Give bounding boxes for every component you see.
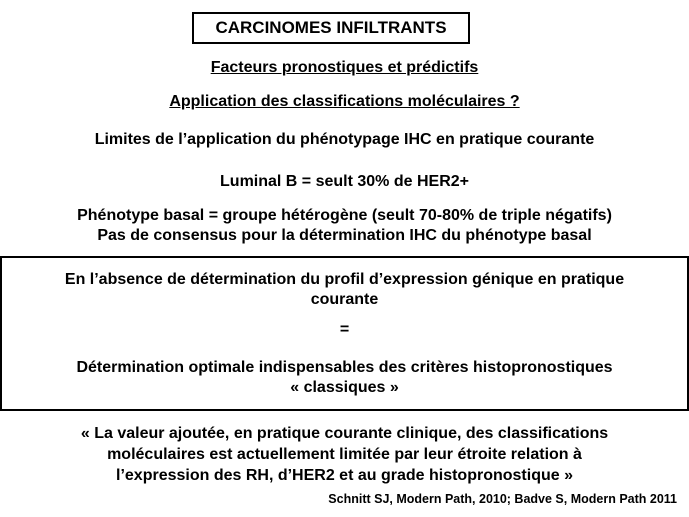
basal-phenotype-text: Phénotype basal = groupe hétérogène (seult 70-80% de triple négatifs) [77,207,612,224]
conclusion-equals: = [339,321,350,338]
conclusion-line-2: courante [310,291,379,308]
luminal-b-text: Luminal B = seult 30% de HER2+ [220,173,469,190]
limits-heading: Limites de l’application du phénotypage IHC en pratique courante [94,131,595,148]
subtitle-molecular-classifications: Application des classifications moléculaires ? [169,93,520,110]
slide-title: CARCINOMES INFILTRANTS [192,12,470,44]
quote-line-1: « La valeur ajoutée, en pratique courante clinique, des classifications [80,425,609,442]
conclusion-line-4: « classiques » [290,379,399,396]
conclusion-line-1: En l’absence de détermination du profil d’expression génique en pratique [64,271,625,288]
conclusion-box [0,256,689,411]
conclusion-line-3: Détermination optimale indispensables des critères histopronostiques [76,359,613,376]
basal-consensus-text: Pas de consensus pour la détermination IHC du phénotype basal [97,227,592,244]
reference-citation: Schnitt SJ, Modern Path, 2010; Badve S, Modern Path 2011 [328,492,677,506]
quote-line-3: l’expression des RH, d’HER2 et au grade histopronostique » [116,467,573,484]
subtitle-prognostic-factors: Facteurs pronostiques et prédictifs [210,59,479,76]
quote-line-2: moléculaires est actuellement limitée par leur étroite relation à [107,446,582,463]
